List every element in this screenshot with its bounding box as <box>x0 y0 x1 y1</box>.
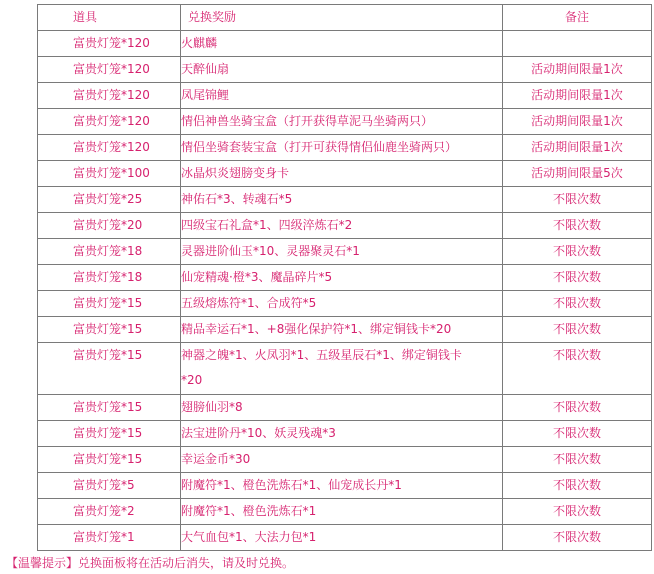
table-row <box>38 213 652 239</box>
table-row <box>38 187 652 213</box>
table-row <box>38 525 652 551</box>
reward-cell: 幸运金币*30 <box>181 447 503 473</box>
table-row <box>38 343 652 395</box>
table-row <box>38 395 652 421</box>
reward-line: 神器之魄*1、火凤羽*1、五级星辰石*1、绑定铜钱卡 <box>181 348 462 362</box>
reward-line: *20 <box>181 373 203 387</box>
table-row <box>38 109 652 135</box>
table-row <box>38 57 652 83</box>
reward-cell: 五级熔炼符*1、合成符*5 <box>181 291 503 317</box>
item-cell: 富贵灯笼*120 <box>38 83 181 109</box>
item-cell: 富贵灯笼*15 <box>38 421 181 447</box>
item-cell: 富贵灯笼*20 <box>38 213 181 239</box>
reward-cell: 四级宝石礼盒*1、四级淬炼石*2 <box>181 213 503 239</box>
note-cell: 不限次数 <box>503 499 652 525</box>
table-row <box>38 83 652 109</box>
note-cell: 不限次数 <box>503 213 652 239</box>
table-row <box>38 135 652 161</box>
reward-cell: 情侣坐骑套装宝盒（打开可获得情侣仙鹿坐骑两只） <box>181 135 503 161</box>
item-cell: 富贵灯笼*15 <box>38 343 181 395</box>
reward-cell: 精品幸运石*1、+8强化保护符*1、绑定铜钱卡*20 <box>181 317 503 343</box>
reward-cell: 法宝进阶丹*10、妖灵残魂*3 <box>181 421 503 447</box>
table-row <box>38 265 652 291</box>
table-row <box>38 291 652 317</box>
reward-cell: 大气血包*1、大法力包*1 <box>181 525 503 551</box>
table-row <box>38 161 652 187</box>
table-row <box>38 317 652 343</box>
note-cell <box>503 31 652 57</box>
reward-cell: 冰晶炽炎翅膀变身卡 <box>181 161 503 187</box>
item-cell: 富贵灯笼*120 <box>38 135 181 161</box>
reward-cell: 天醉仙扇 <box>181 57 503 83</box>
note-cell: 活动期间限量5次 <box>503 161 652 187</box>
item-cell: 富贵灯笼*15 <box>38 447 181 473</box>
item-cell: 富贵灯笼*18 <box>38 239 181 265</box>
item-cell: 富贵灯笼*2 <box>38 499 181 525</box>
table-body <box>38 31 652 551</box>
table-row <box>38 421 652 447</box>
note-cell: 不限次数 <box>503 395 652 421</box>
note-cell: 不限次数 <box>503 343 652 395</box>
item-cell: 富贵灯笼*15 <box>38 317 181 343</box>
note-cell: 不限次数 <box>503 473 652 499</box>
note-cell: 活动期间限量1次 <box>503 109 652 135</box>
note-cell: 不限次数 <box>503 525 652 551</box>
note-cell: 活动期间限量1次 <box>503 135 652 161</box>
table-row <box>38 473 652 499</box>
reward-cell: 仙宠精魂·橙*3、魔晶碎片*5 <box>181 265 503 291</box>
table-row <box>38 499 652 525</box>
header-reward: 兑换奖励 <box>181 5 503 31</box>
reward-cell: 神佑石*3、转魂石*5 <box>181 187 503 213</box>
note-cell: 不限次数 <box>503 291 652 317</box>
note-cell: 不限次数 <box>503 421 652 447</box>
note-cell: 不限次数 <box>503 447 652 473</box>
item-cell: 富贵灯笼*5 <box>38 473 181 499</box>
table-row <box>38 447 652 473</box>
header-item: 道具 <box>38 5 181 31</box>
item-cell: 富贵灯笼*120 <box>38 31 181 57</box>
table-row <box>38 31 652 57</box>
warm-tip: 【温馨提示】兑换面板将在活动后消失，请及时兑换。 <box>6 556 295 570</box>
header-note: 备注 <box>503 5 652 31</box>
item-cell: 富贵灯笼*25 <box>38 187 181 213</box>
item-cell: 富贵灯笼*1 <box>38 525 181 551</box>
item-cell: 富贵灯笼*120 <box>38 57 181 83</box>
note-cell: 不限次数 <box>503 187 652 213</box>
reward-cell: 火麒麟 <box>181 31 503 57</box>
reward-cell: 灵器进阶仙玉*10、灵器聚灵石*1 <box>181 239 503 265</box>
note-cell: 不限次数 <box>503 265 652 291</box>
reward-cell: 附魔符*1、橙色洗炼石*1 <box>181 499 503 525</box>
note-cell: 活动期间限量1次 <box>503 57 652 83</box>
note-cell: 不限次数 <box>503 317 652 343</box>
rewards-table <box>37 4 652 551</box>
item-cell: 富贵灯笼*15 <box>38 291 181 317</box>
note-cell: 活动期间限量1次 <box>503 83 652 109</box>
note-cell: 不限次数 <box>503 239 652 265</box>
table-row <box>38 239 652 265</box>
item-cell: 富贵灯笼*18 <box>38 265 181 291</box>
item-cell: 富贵灯笼*15 <box>38 395 181 421</box>
reward-cell <box>181 343 503 395</box>
reward-cell: 附魔符*1、橙色洗炼石*1、仙宠成长丹*1 <box>181 473 503 499</box>
item-cell: 富贵灯笼*120 <box>38 109 181 135</box>
table-header-row <box>38 5 652 31</box>
reward-cell: 翅膀仙羽*8 <box>181 395 503 421</box>
item-cell: 富贵灯笼*100 <box>38 161 181 187</box>
reward-cell: 情侣神兽坐骑宝盒（打开获得草泥马坐骑两只） <box>181 109 503 135</box>
reward-cell: 凤尾锦鲤 <box>181 83 503 109</box>
